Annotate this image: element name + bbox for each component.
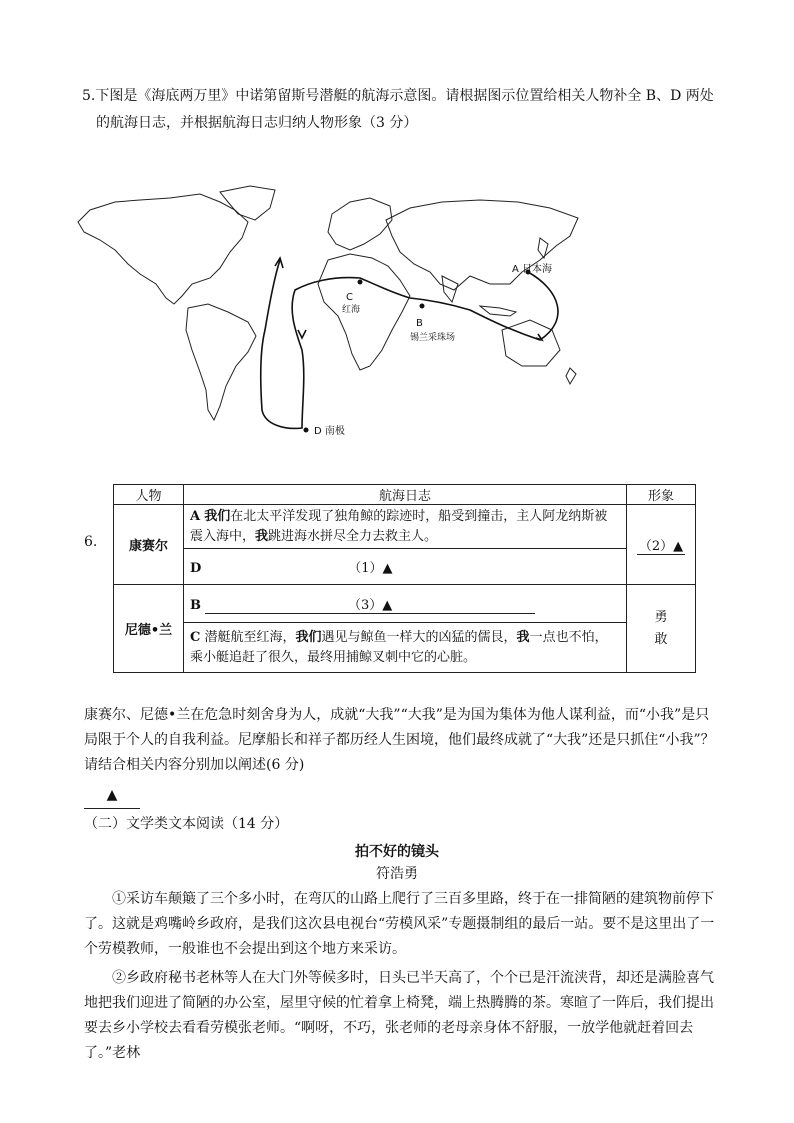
log-entry-a: A 我们在北太平洋发现了独角鲸的踪迹时，船受到撞击，主人阿龙纳斯被震入海中，我跳进海水拼尽全力去救主人。 <box>184 505 627 549</box>
header-image: 形象 <box>627 485 696 505</box>
question-5-line1: 5.下图是《海底两万里》中诺第留斯号潜艇的航海示意图。请根据图示位置给相关人物补全 B、D 两处 <box>82 88 714 104</box>
map-label-a: A 日本海 <box>512 264 553 275</box>
voyage-map <box>70 180 590 440</box>
point-d <box>304 428 309 433</box>
continent-north-america <box>78 194 248 304</box>
continent-asia <box>386 200 578 290</box>
map-label-c: C <box>346 292 353 303</box>
person-name: 尼德•兰 <box>114 585 184 673</box>
log-entry-c: C 潜艇航至红海，我们遇见与鲸鱼一样大的凶猛的儒艮，我一点也不怕，乘小艇追赶了很久，最终用捕鲸叉刺中它的心脏。 <box>184 623 627 673</box>
question-7-text: 康赛尔、尼德•兰在危急时刻舍身为人，成就“大我”“大我”是为国为集体为他人谋利益，而“小我”是只局限于个人的自我利益。尼摩船长和祥子都历经人生困境，他们最终成就了“大我”还是只抓住“小我”？请结合相关内容分别加以阐述(6 分) <box>84 707 715 773</box>
table-row-kangsaier-d <box>114 549 696 585</box>
article-paragraph-2: ②乡政府秘书老林等人在大门外等候多时，日头已半天高了，个个已是汗流浃背，却还是满脸喜气地把我们迎进了简陋的办公室，屋里守候的忙着拿上椅凳，端上热腾腾的茶。寒暄了一阵后，我们提出要去乡小学校去看看劳模张老师。“啊呀，不巧，张老师的老母亲身体不舒服，一放学他就赶着回去了。”老林 <box>84 970 714 1061</box>
new-zealand <box>566 368 576 384</box>
greenland <box>220 186 275 220</box>
question-6-number: 6. <box>84 534 98 550</box>
continent-europe <box>328 198 392 250</box>
point-c <box>358 280 363 285</box>
map-label-b: B <box>416 318 423 329</box>
question-5 <box>82 83 722 137</box>
continent-africa <box>318 254 410 370</box>
header-person: 人物 <box>114 485 184 505</box>
point-b <box>420 304 425 309</box>
japan <box>538 238 548 258</box>
continent-south-america <box>186 304 256 420</box>
map-label-c-sub: 红海 <box>342 305 361 315</box>
map-label-d: D 南极 <box>314 426 345 437</box>
question-5-line2: 的航海日志，并根据航海日志归纳人物形象（3 分） <box>96 115 418 131</box>
route-arrow-2 <box>298 330 306 338</box>
image-answer-brave: 勇敢 <box>627 585 696 673</box>
indonesia <box>480 306 516 316</box>
article-paragraph-1: ①采访车颠簸了三个多小时，在弯仄的山路上爬行了三百多里路，终于在一排简陋的建筑物前停下了。这就是鸡嘴岭乡政府，是我们这次县电视台“劳模风采”专题摄制组的最后一站。要不是这里出了一个劳模教师，一般谁也不会提出到这个地方来采访。 <box>84 891 715 957</box>
table-row-nide-b <box>114 585 696 623</box>
table-row-nide-c <box>114 623 696 673</box>
person-name: 康赛尔 <box>114 505 184 585</box>
header-log: 航海日志 <box>184 485 627 505</box>
continent-australia <box>502 320 560 366</box>
table-row-kangsaier-a <box>114 505 696 549</box>
article-title: 拍不好的镜头 <box>355 844 439 860</box>
voyage-log-table <box>113 484 696 673</box>
article-author: 符浩勇 <box>376 866 418 882</box>
log-entry-b[interactable]: B （3）▲ <box>184 585 627 623</box>
map-label-b-sub: 锡兰采珠场 <box>410 333 456 343</box>
question-7-answer[interactable]: ▲ <box>84 783 144 809</box>
route-line <box>261 260 558 428</box>
log-entry-d[interactable]: D （1）▲ <box>184 549 627 585</box>
route-arrow-3 <box>536 334 542 340</box>
section-2-heading: （二）文学类文本阅读（14 分） <box>84 816 289 832</box>
image-answer-blank[interactable]: （2）▲ <box>627 505 696 585</box>
table-header-row <box>114 485 696 505</box>
